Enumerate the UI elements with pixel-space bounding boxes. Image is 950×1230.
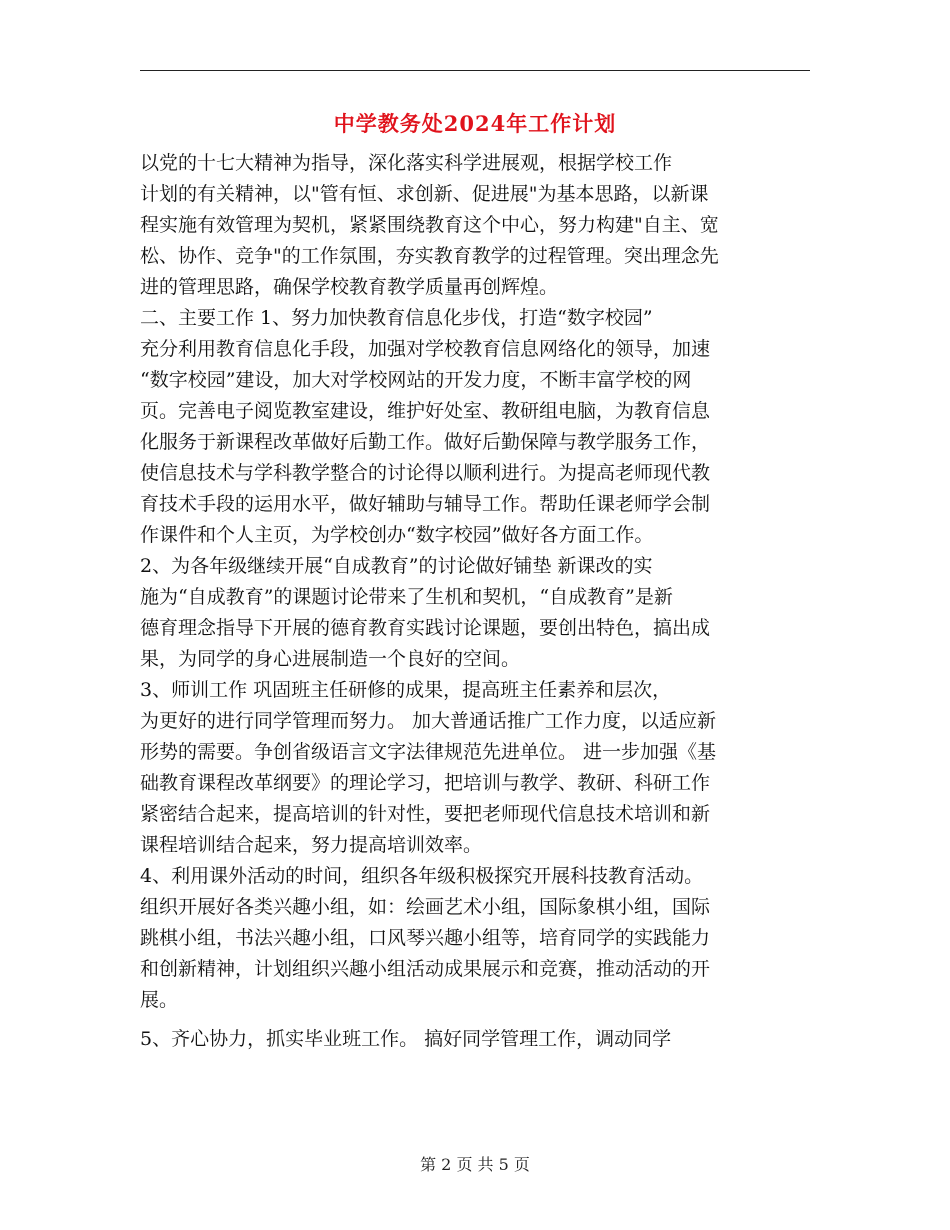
text-line: 和创新精神，计划组织兴趣小组活动成果展示和竞赛，推动活动的开 bbox=[140, 958, 711, 980]
text-line: 果，为同学的身心进展制造一个良好的空间。 bbox=[140, 648, 521, 670]
text-line: “数字校园”建设，加大对学校网站的开发力度，不断丰富学校的网 bbox=[140, 369, 692, 391]
text-line: 4、利用课外活动的时间，组织各年级积极探究开展科技教育活动。 bbox=[140, 865, 704, 887]
text-line: 组织开展好各类兴趣小组，如：绘画艺术小组，国际象棋小组，国际 bbox=[140, 896, 711, 918]
text-line: 计划的有关精神，以"管有恒、求创新、促进展"为基本思路，以新课 bbox=[140, 183, 709, 205]
text-line: 松、协作、竞争"的工作氛围，夯实教育教学的过程管理。突出理念先 bbox=[140, 245, 719, 267]
page-title: 中学教务处2024年工作计划 bbox=[333, 111, 617, 136]
text-line: 为更好的进行同学管理而努力。 加大普通话推广工作力度，以适应新 bbox=[140, 710, 717, 732]
text-line: 施为“自成教育”的课题讨论带来了生机和契机，“自成教育”是新 bbox=[140, 586, 673, 608]
text-line: 页。完善电子阅览教室建设，维护好处室、教研组电脑，为教育信息 bbox=[140, 400, 711, 422]
text-line: 作课件和个人主页，为学校创办“数字校园”做好各方面工作。 bbox=[140, 524, 654, 546]
text-line: 德育理念指导下开展的德育教育实践讨论课题，要创出特色，搞出成 bbox=[140, 617, 711, 639]
paragraph-gap bbox=[140, 1016, 840, 1024]
text-line: 以党的十七大精神为指导，深化落实科学进展观，根据学校工作 bbox=[140, 152, 673, 174]
text-line: 形势的需要。争创省级语言文字法律规范先进单位。 进一步加强《基 bbox=[140, 741, 717, 763]
text-line: 育技术手段的运用水平，做好辅助与辅导工作。帮助任课老师学会制 bbox=[140, 493, 711, 515]
header-rule bbox=[140, 70, 810, 71]
text-line: 充分利用教育信息化手段，加强对学校教育信息网络化的领导，加速 bbox=[140, 338, 711, 360]
text-line: 5、齐心协力，抓实毕业班工作。 搞好同学管理工作，调动同学 bbox=[140, 1028, 672, 1050]
text-line: 课程培训结合起来，努力提高培训效率。 bbox=[140, 834, 483, 856]
page-number: 第 2 页 共 5 页 bbox=[420, 1155, 530, 1174]
text-line: 化服务于新课程改革做好后勤工作。做好后勤保障与教学服务工作， bbox=[140, 431, 711, 453]
text-line: 础教育课程改革纲要》的理论学习，把培训与教学、教研、科研工作 bbox=[140, 772, 711, 794]
text-line: 紧密结合起来，提高培训的针对性，要把老师现代信息技术培训和新 bbox=[140, 803, 711, 825]
document-body bbox=[140, 148, 840, 1055]
text-line: 二、主要工作 1、努力加快教育信息化步伐，打造“数字校园” bbox=[140, 307, 653, 329]
text-line: 展。 bbox=[140, 989, 179, 1011]
text-line: 3、师训工作 巩固班主任研修的成果，提高班主任素养和层次， bbox=[140, 679, 672, 701]
text-line: 程实施有效管理为契机，紧紧围绕教育这个中心，努力构建"自主、宽 bbox=[140, 214, 719, 236]
text-line: 使信息技术与学科教学整合的讨论得以顺利进行。为提高老师现代教 bbox=[140, 462, 711, 484]
text-line: 跳棋小组，书法兴趣小组，口风琴兴趣小组等，培育同学的实践能力 bbox=[140, 927, 711, 949]
text-line: 2、为各年级继续开展“自成教育”的讨论做好铺垫 新课改的实 bbox=[140, 555, 653, 577]
text-line: 进的管理思路，确保学校教育教学质量再创辉煌。 bbox=[140, 276, 559, 298]
